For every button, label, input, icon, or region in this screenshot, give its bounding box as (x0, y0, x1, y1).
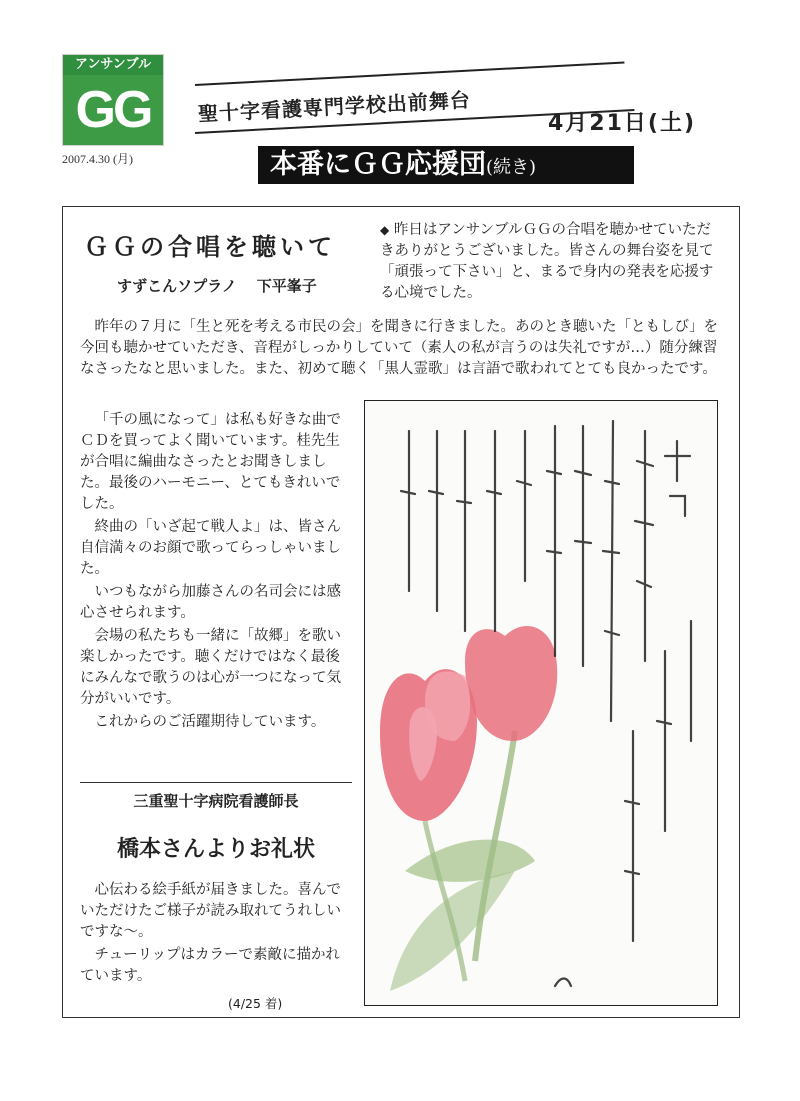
article-paragraph: 終曲の「いざ起て戦人よ」は、皆さん自信満々のお顔で歌ってらっしゃいました。 (80, 519, 341, 577)
tulip-petal (465, 626, 557, 741)
postcard-illustration (365, 401, 718, 1006)
ensemble-logo (62, 54, 164, 146)
thanks-title: 橋本さんよりお礼状 (116, 837, 315, 862)
header-rule-top (195, 61, 625, 86)
leaf-shape (405, 840, 535, 882)
article-paragraph: 会場の私たちも一緒に「故郷」を歌い楽しかったです。聴くだけではなく最後にみんなで歌うのは心が一つになって気分がいいです。 (80, 628, 341, 707)
comment-text: 昨日はアンサンブルＧＧの合唱を聴かせていただきありがとうございました。皆さんの舞台姿を見て「頑張って下さい」と、まるで身内の発表を応援する心境でした。 (380, 222, 714, 301)
article-paragraph: これからのご活躍期待しています。 (94, 714, 326, 730)
headline-text: 本番にＧＧ応援団 (270, 149, 486, 180)
issue-date: 2007.4.30 (月) (62, 152, 133, 166)
event-title: 聖十字看護専門学校出前舞台 (197, 87, 472, 126)
article-paragraph: 「千の風になって」は私も好きな曲でＣＤを買ってよく聞いています。桂先生が合唱に編曲なさったとお聞きしました。最後のハーモニー、とてもきれいでした。 (80, 412, 341, 512)
logo-main-text: GG (63, 75, 163, 145)
tulip-postcard (364, 400, 718, 1006)
article-paragraph: いつもながら加藤さんの名司会には感心させられます。 (80, 584, 341, 621)
headline-banner (258, 146, 634, 184)
thanks-paragraph: チューリップはカラーで素敵に描かれています。 (80, 947, 340, 984)
author-name: 下平峯子 (256, 277, 317, 295)
thanks-paragraph: 心伝わる絵手紙が届きました。喜んでいただけたご様子が読み取れてうれしいですな〜。 (80, 882, 341, 940)
article-title: ＧＧの合唱を聴いて (84, 232, 336, 261)
event-date: 4月21日(土) (548, 111, 697, 136)
article-intro: 昨年の７月に「生と死を考える市民の会」を聞きに行きました。あのとき聴いた「ともしび」を今回も聴かせていただき、音程がしっかりしていて（素人の私が言うのは失礼ですが…）随分練習なさったなと思いました。また、初めて聴く「黒人霊歌」は言語で歌われてとても良かったです。 (80, 319, 718, 377)
hospital-label: 三重聖十字病院看護師長 (133, 792, 299, 810)
article-author (117, 275, 317, 296)
received-date: (4/25 着) (228, 996, 283, 1011)
thanks-body (80, 880, 350, 989)
headline-sub: (続き) (486, 157, 537, 178)
section-divider (80, 782, 352, 783)
author-group: すずこんソプラノ (117, 277, 237, 295)
diamond-icon: ◆ (380, 223, 390, 237)
article-body (80, 410, 350, 735)
editor-comment (380, 220, 720, 304)
logo-top-text: アンサンブル (63, 55, 163, 75)
